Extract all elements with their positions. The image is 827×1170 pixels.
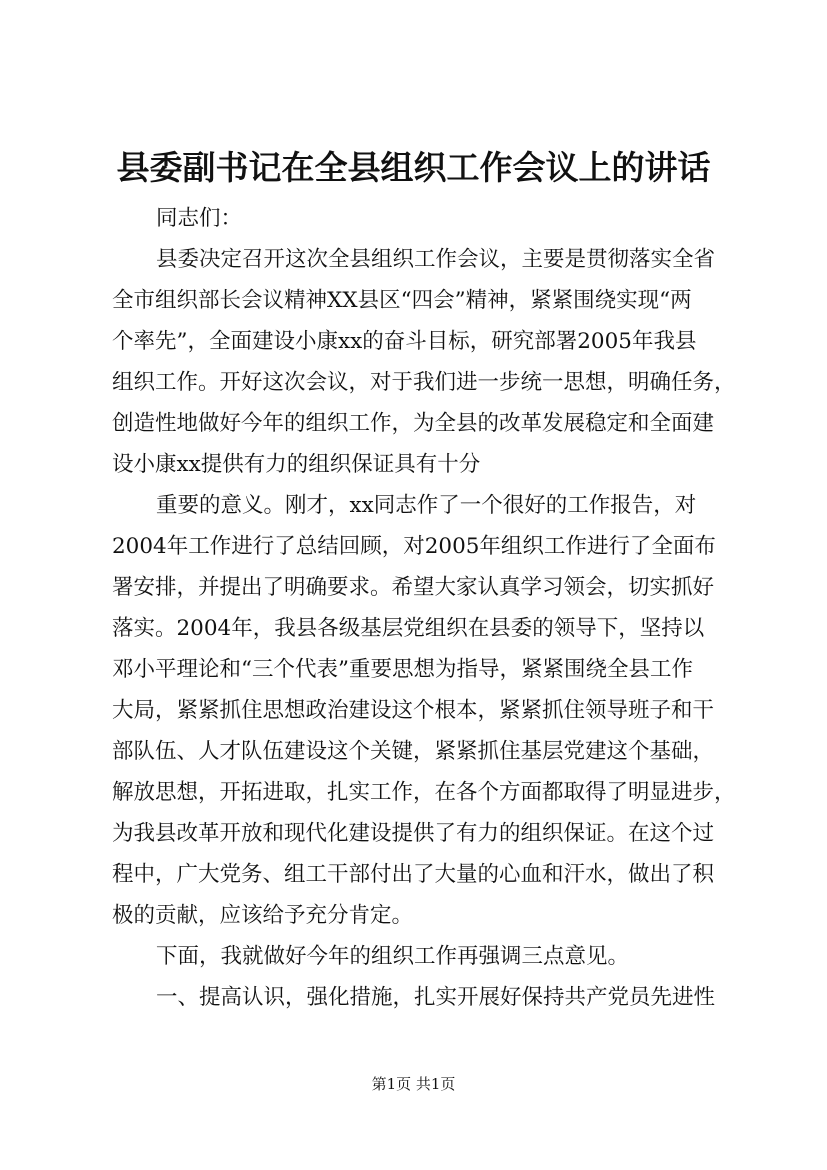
body-line: 一、提高认识，强化措施，扎实开展好保持共产党员先进性 (156, 985, 716, 1010)
body-line: 邓小平理论和“三个代表”重要思想为指导，紧紧围绕全县工作 (112, 657, 693, 682)
body-line: 极的贡献，应该给予充分肯定。 (112, 903, 414, 928)
body-line: 程中，广大党务、组工干部付出了大量的心血和汗水，做出了积 (112, 862, 715, 887)
body-line: 县委决定召开这次全县组织工作会议，主要是贯彻落实全省 (156, 247, 716, 272)
body-line: 创造性地做好今年的组织工作，为全县的改革发展稳定和全面建 (112, 411, 715, 436)
document-title: 县委副书记在全县组织工作会议上的讲话 (116, 148, 711, 187)
body-line: 组织工作。开好这次会议，对于我们进一步统一思想，明确任务， (112, 370, 736, 395)
body-line: 署安排，并提出了明确要求。希望大家认真学习领会，切实抓好 (112, 575, 715, 600)
body-line: 2004年工作进行了总结回顾，对2005年组织工作进行了全面布 (112, 534, 716, 559)
body-line: 个率先”，全面建设小康xx的奋斗目标，研究部署2005年我县 (112, 329, 697, 354)
body-line: 大局，紧紧抓住思想政治建设这个根本，紧紧抓住领导班子和干 (112, 698, 715, 723)
body-line: 全市组织部长会议精神XX县区“四会”精神，紧紧围绕实现“两 (112, 288, 692, 313)
body-line: 同志们： (156, 206, 243, 231)
body-line: 为我县改革开放和现代化建设提供了有力的组织保证。在这个过 (112, 821, 715, 846)
body-line: 解放思想，开拓进取，扎实工作，在各个方面都取得了明显进步， (112, 780, 736, 805)
page-number-footer: 第1页 共1页 (371, 1075, 456, 1093)
body-line: 落实。2004年，我县各级基层党组织在县委的领导下，坚持以 (112, 616, 705, 641)
body-line: 下面，我就做好今年的组织工作再强调三点意见。 (156, 944, 630, 969)
body-line: 重要的意义。刚才，xx同志作了一个很好的工作报告，对 (156, 493, 697, 518)
body-line: 设小康xx提供有力的组织保证具有十分 (112, 452, 481, 477)
body-line: 部队伍、人才队伍建设这个关键，紧紧抓住基层党建这个基础， (112, 739, 715, 764)
document-body (112, 198, 736, 1018)
